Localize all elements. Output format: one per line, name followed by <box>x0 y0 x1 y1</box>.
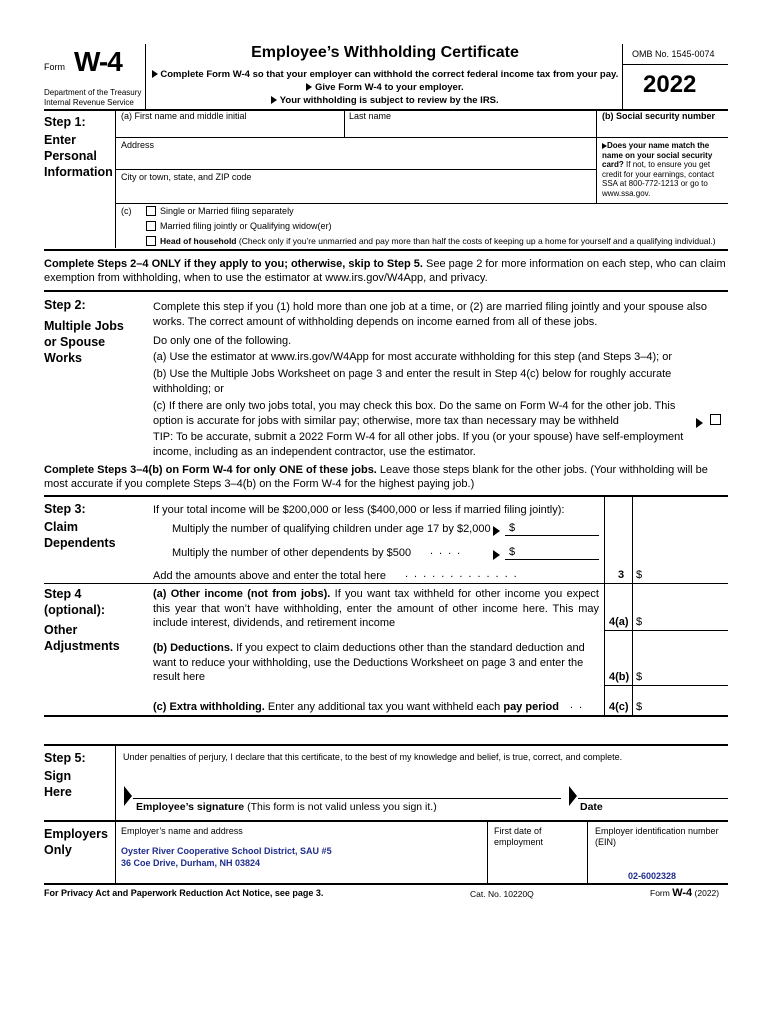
step2-do-only-one: Do only one of the following. <box>153 335 292 347</box>
step4c-text: (c) Extra withholding. Enter any additional tax you want withheld each pay period <box>153 701 559 713</box>
step2-option-a: (a) Use the estimator at www.irs.gov/W4App for most accurate withholding for this step (and Steps 3–4); or <box>153 351 673 363</box>
omb-number: OMB No. 1545-0074 <box>632 49 715 59</box>
step2c-checkbox[interactable] <box>710 414 721 425</box>
step3-line-number: 3 <box>618 569 625 581</box>
filing-hoh-checkbox[interactable] <box>146 236 156 246</box>
catalog-number: Cat. No. 10220Q <box>470 889 534 899</box>
ein-label: Employer identification number (EIN) <box>595 826 719 847</box>
signature-input[interactable] <box>140 780 559 798</box>
step4-subtitle: (optional): Other Adjustments <box>44 603 120 653</box>
tax-year: 2022 <box>643 71 697 98</box>
step4a-input[interactable] <box>645 614 727 630</box>
date-input[interactable] <box>584 780 728 798</box>
footer-form-id: Form W-4 (2022) <box>650 887 720 899</box>
filing-mfj-checkbox[interactable] <box>146 221 156 231</box>
filing-single-checkbox[interactable] <box>146 206 156 216</box>
form-number: W-4 <box>74 46 122 77</box>
step2-tip: TIP: To be accurate, submit a 2022 Form W-4 for all other jobs. If you (or your spouse) have self-employment income, including as an independent contractor, use the estimator. <box>153 431 684 458</box>
step2-title: Step 2: <box>44 298 86 312</box>
ein-value: 02-6002328 <box>628 871 677 881</box>
last-name-label: Last name <box>349 111 392 121</box>
step3-total-label: Add the amounts above and enter the total here <box>153 570 386 582</box>
step4c-dots: .. <box>570 699 589 711</box>
step3-children-label: Multiply the number of qualifying children under age 17 by $2,000 <box>172 523 491 535</box>
address-input[interactable] <box>121 152 595 168</box>
step3-other-dep-arrow-icon <box>493 546 500 564</box>
step2-intro: Complete this step if you (1) hold more than one job at a time, or (2) are married filing jointly and your spouse also works. The correct amount of withholding depends on income earned from all of these jobs. <box>153 301 707 328</box>
steps-3-4-notice: Complete Steps 3–4(b) on Form W-4 for only ONE of these jobs. Leave those steps blank for the other jobs. (Your withholding will be most accurate if you complete Steps 3–4(b) on the Form W-4 for the highest paying job.) <box>44 464 708 490</box>
employer-name-label: Employer’s name and address <box>121 826 243 836</box>
step3-other-dep-label: Multiply the number of other dependents by $500 <box>172 547 412 559</box>
department: Department of the Treasury Internal Revenue Service <box>44 88 142 107</box>
instruction-3: Your withholding is subject to review by the IRS. <box>148 94 622 107</box>
first-date-label: First date of employment <box>494 826 544 847</box>
step3-intro: If your total income will be $200,000 or less ($400,000 or less if married filing jointly): <box>153 504 565 516</box>
first-date-input[interactable] <box>494 862 583 878</box>
ssn-input[interactable] <box>602 122 726 138</box>
first-name-label: (a) First name and middle initial <box>121 111 247 121</box>
last-name-input[interactable] <box>349 122 593 138</box>
city-input[interactable] <box>121 184 595 200</box>
form-label: Form <box>44 62 65 72</box>
employers-title: Employers Only <box>44 827 108 857</box>
instruction-2: Give Form W-4 to your employer. <box>148 81 622 94</box>
step3-other-dep-input[interactable] <box>518 544 598 560</box>
step3-subtitle: Claim Dependents <box>44 520 116 550</box>
step3-title: Step 3: <box>44 502 86 516</box>
instruction-1: Complete Form W-4 so that your employer can withhold the correct federal income tax from your pay. <box>148 68 622 81</box>
step4c-line: 4(c) <box>609 701 629 713</box>
date-marker-icon <box>569 786 577 806</box>
step4b-text: (b) Deductions. If you expect to claim deductions other than the standard deduction and want to reduce your withholding, use the Deductions Worksheet on page 3 and enter the result here <box>153 642 585 683</box>
step3-total-input[interactable] <box>645 567 727 583</box>
step3-other-dep-dots: .... <box>430 545 467 557</box>
step2-option-b: (b) Use the Multiple Jobs Worksheet on page 3 and enter the result in Step 4(c) below for roughly accurate withholding; or <box>153 368 672 395</box>
name-match-note: Does your name match the name on your social security card? If not, to ensure you get credit for your earnings, contact SSA at 800-772-1213 or go to www.ssa.gov. <box>602 141 715 198</box>
signature-marker-icon <box>124 786 132 806</box>
form-title: Employee’s Withholding Certificate <box>251 44 519 61</box>
city-label: City or town, state, and ZIP code <box>121 172 252 182</box>
step3-children-dollar: $ <box>509 522 516 534</box>
step3-total-dots: ............. <box>405 568 523 580</box>
step4b-dollar: $ <box>636 671 643 683</box>
employer-name-value: Oyster River Cooperative School District, SAU #5 36 Coe Drive, Durham, NH 03824 <box>121 846 332 868</box>
step5-title: Step 5: <box>44 751 86 765</box>
step3-children-input[interactable] <box>518 520 598 536</box>
step4-title: Step 4 <box>44 587 82 601</box>
perjury-statement: Under penalties of perjury, I declare that this certificate, to the best of my knowledge and belief, is true, correct, and complete. <box>123 752 623 762</box>
step4a-line: 4(a) <box>609 616 629 628</box>
step3-other-dep-dollar: $ <box>509 546 516 558</box>
filing-single-label: Single or Married filing separately <box>160 206 294 216</box>
privacy-notice: For Privacy Act and Paperwork Reduction Act Notice, see page 3. <box>44 888 324 898</box>
form-instructions <box>148 68 622 107</box>
step4c-input[interactable] <box>645 699 727 715</box>
step3-children-arrow-icon <box>493 522 500 540</box>
step4a-dollar: $ <box>636 616 643 628</box>
signature-label: Employee’s signature (This form is not valid unless you sign it.) <box>136 801 437 813</box>
step2-option-c: (c) If there are only two jobs total, you may check this box. Do the same on Form W-4 for the other job. This option is accurate for jobs with similar pay; otherwise, more tax than necessary may be withheld <box>153 400 676 427</box>
first-name-input[interactable] <box>121 122 345 138</box>
date-label: Date <box>580 801 603 813</box>
step5-subtitle: Sign Here <box>44 769 72 799</box>
steps-2-4-notice: Complete Steps 2–4 ONLY if they apply to you; otherwise, skip to Step 5. See page 2 for more information on each step, who can claim exemption from withholding, when to use the estimator at www.irs.gov/W4App, and privacy. <box>44 258 726 284</box>
step4b-input[interactable] <box>645 669 727 685</box>
step1-title: Step 1: <box>44 115 86 129</box>
filing-status-label: (c) <box>121 206 132 216</box>
step1-subtitle: Enter Personal Information <box>44 133 113 179</box>
step4c-dollar: $ <box>636 701 643 713</box>
ssn-label: (b) Social security number <box>602 111 716 121</box>
step3-total-dollar: $ <box>636 569 643 581</box>
filing-mfj-label: Married filing jointly or Qualifying widow(er) <box>160 221 332 231</box>
address-label: Address <box>121 140 155 150</box>
step4b-line: 4(b) <box>609 671 630 683</box>
step2-subtitle: Multiple Jobs or Spouse Works <box>44 319 124 365</box>
step4a-text: (a) Other income (not from jobs). If you want tax withheld for other income you expect this year that won’t have withholding, enter the amount of other income here. This may include interest, dividends, and retirement income <box>153 588 599 629</box>
filing-hoh-label: Head of household (Check only if you’re unmarried and pay more than half the costs of keeping up a home for yourself and a qualifying individual.) <box>160 236 716 246</box>
